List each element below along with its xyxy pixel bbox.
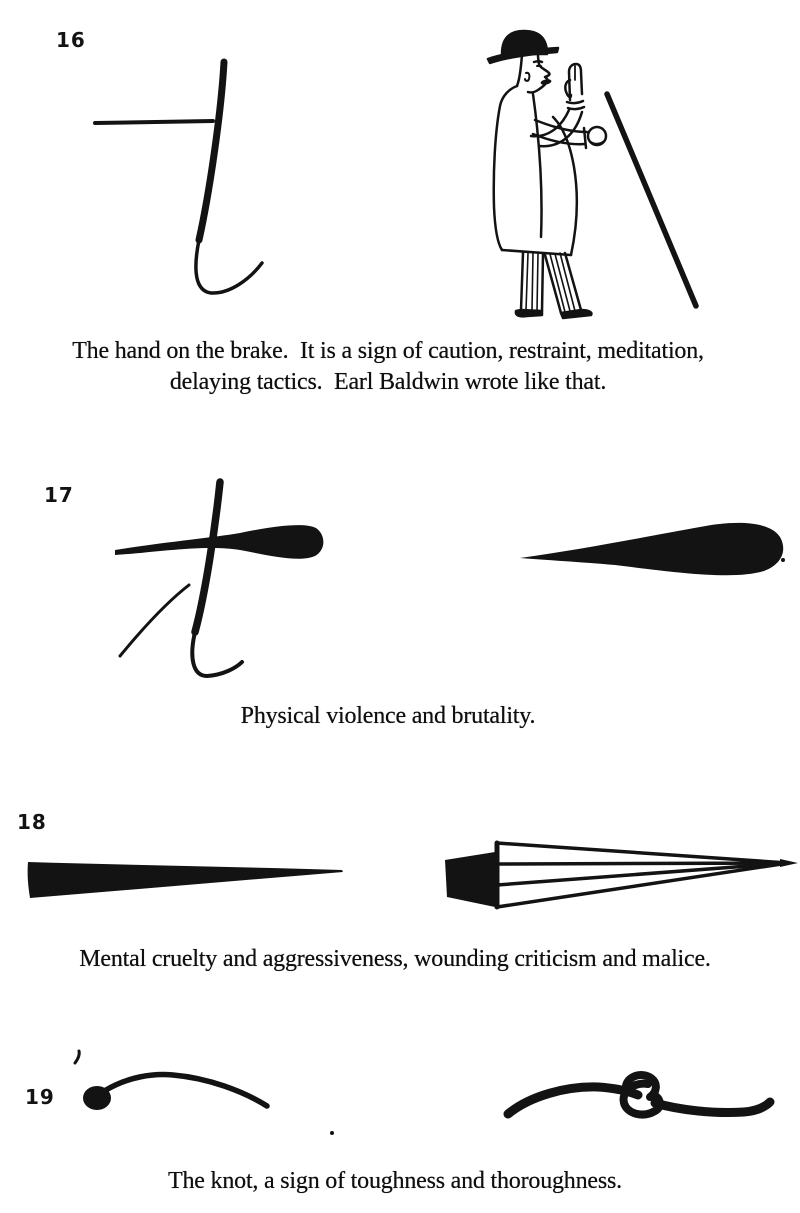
figure-17-caption <box>0 701 776 732</box>
figure-19-number: 19 <box>25 1085 55 1109</box>
clubbed-crossbar-icon <box>115 525 323 559</box>
figure-16-number: 16 <box>56 28 86 52</box>
caption-line: The knot, a sign of toughness and thoroughness. <box>168 1168 622 1194</box>
dotted-start-stroke-illustration <box>68 1045 288 1123</box>
knot-stroke-illustration <box>498 1062 783 1134</box>
figure-17-number: 17 <box>44 483 74 507</box>
tapering-wedge-illustration <box>20 852 350 904</box>
clubbed-t-illustration <box>105 470 340 695</box>
cursive-t-brake-illustration <box>85 55 275 300</box>
heavy-club-stroke-illustration <box>515 513 800 583</box>
ink-speck <box>330 1131 334 1135</box>
spear-butt-icon <box>445 852 495 907</box>
mustache-icon <box>540 78 552 85</box>
club-stroke-icon <box>520 523 783 575</box>
man-with-brake-illustration <box>483 22 708 320</box>
caption-line: Physical violence and brutality. <box>240 703 536 729</box>
apostrophe-mark-icon <box>75 1051 79 1063</box>
figure-19-caption <box>0 1166 790 1197</box>
spear-point-illustration <box>436 830 800 922</box>
caption-line: delaying tactics. Earl Baldwin wrote like that. <box>169 369 607 395</box>
brake-lever-icon <box>607 94 696 306</box>
figure-18-number: 18 <box>17 810 47 834</box>
caption-line: Mental cruelty and aggressiveness, wounding criticism and malice. <box>79 946 711 972</box>
caption-line: The hand on the brake. It is a sign of caution, restraint, meditation, <box>72 338 704 364</box>
figure-16-caption <box>0 336 776 398</box>
wedge-stroke-icon <box>28 862 343 898</box>
ink-speck <box>781 558 785 562</box>
figure-18-caption <box>0 944 790 975</box>
